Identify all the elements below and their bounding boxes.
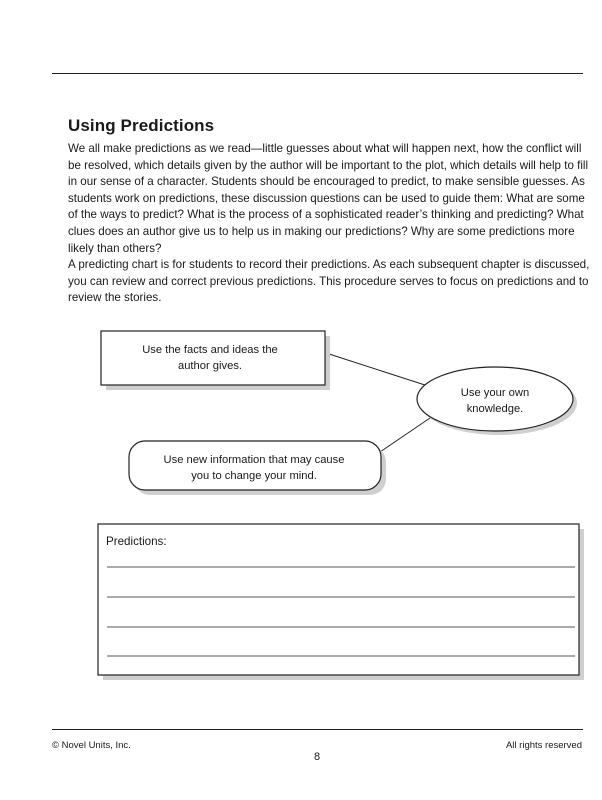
intro-paragraph: We all make predictions as we read—little guesses about what will happen next, how the conflict will be resolved, which details given by the author will be important to the plot, which details will help to fill in our sense of a character. Students should be encouraged to predict, to make sensible guesses. As students work on predictions, these discussion questions can be used to guide them: What are some of the ways to predict? What is the process of a sophisticated reader’s thinking and predicting? What clues does an author give us to help us in making our predictions? Why are some predictions more likely than others? bbox=[68, 142, 589, 255]
chart-paragraph: A predicting chart is for students to record their predictions. As each subsequent chapter is discussed, you can review and correct previous predictions. This procedure serves to focus on predictions and to review the stories. bbox=[68, 258, 590, 305]
box-facts-text bbox=[103, 342, 317, 374]
box-new-line1: Use new information that may cause bbox=[163, 454, 345, 466]
page-number: 8 bbox=[313, 751, 321, 763]
predictions-label: Predictions: bbox=[106, 535, 167, 548]
section-title: Using Predictions bbox=[68, 116, 215, 135]
box-new-text bbox=[132, 452, 376, 484]
footer-copyright: © Novel Units, Inc. bbox=[52, 740, 131, 751]
footer-rights: All rights reserved bbox=[505, 740, 582, 751]
bottom-rule bbox=[52, 729, 583, 730]
box-new-line2: you to change your mind. bbox=[191, 470, 317, 482]
predictions-box bbox=[98, 524, 579, 675]
box-facts-line1: Use the facts and ideas the bbox=[142, 344, 278, 356]
oval-line1: Use your own bbox=[460, 387, 530, 399]
box-facts-line2: author gives. bbox=[177, 360, 243, 372]
connector-new-oval bbox=[380, 418, 430, 452]
oval-text bbox=[420, 385, 570, 417]
connector-facts-oval bbox=[326, 353, 428, 386]
oval-line2: knowledge. bbox=[466, 403, 524, 415]
